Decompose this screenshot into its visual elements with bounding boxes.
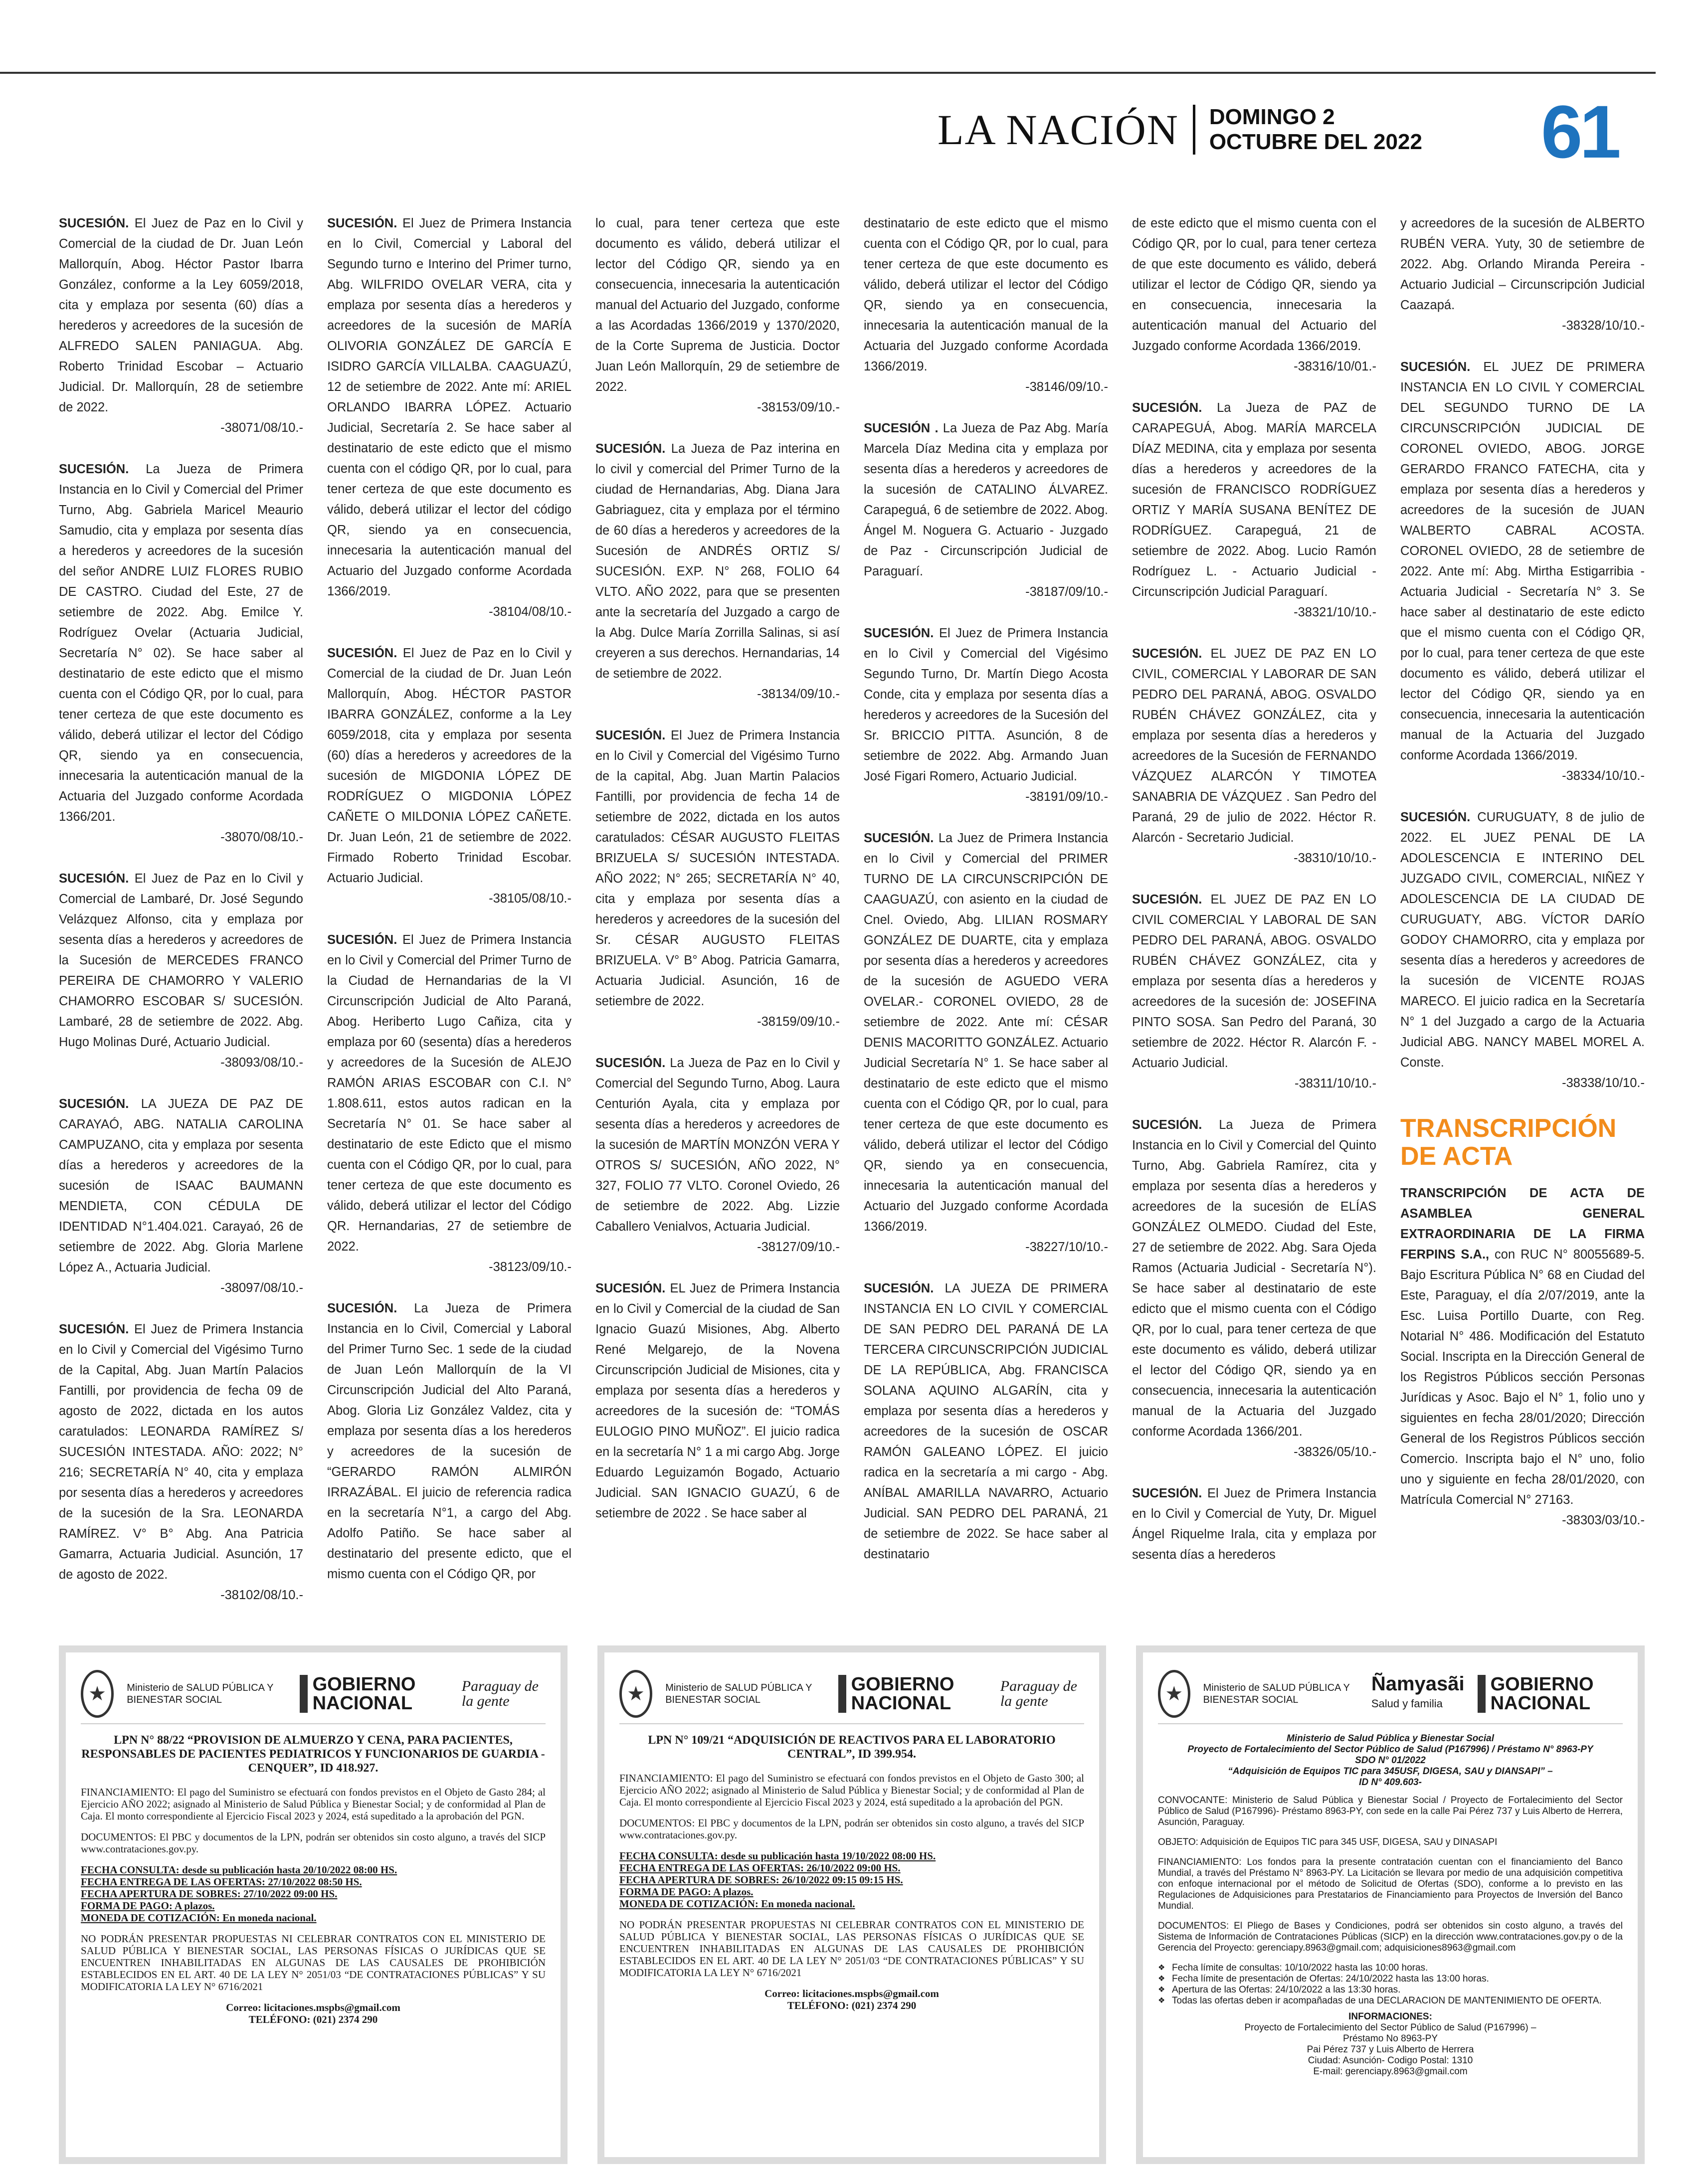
ad-dates <box>81 1864 546 1924</box>
notice-reference: -38127/09/10.- <box>757 1240 840 1254</box>
top-rule <box>0 72 1656 74</box>
ad-date-line: MONEDA DE COTIZACIÓN: En moneda nacional. <box>81 1912 317 1924</box>
issue-month-year: OCTUBRE DEL 2022 <box>1209 130 1422 154</box>
ads-row <box>59 1645 1645 2164</box>
legal-notice <box>864 418 1108 602</box>
gobierno-nacional-logo: GOBIERNO NACIONAL <box>300 1675 449 1713</box>
notice-lead: SUCESIÓN. <box>1132 893 1202 907</box>
notice-lead: SUCESIÓN. <box>59 1097 129 1111</box>
legal-notice <box>864 623 1108 807</box>
ad-date-line: MONEDA DE COTIZACIÓN: En moneda nacional. <box>619 1898 855 1910</box>
ad-paragraph: CONVOCANTE: Ministerio de Salud Pública y Bienestar Social / Proyecto de Fortalecimiento del Sector Público de Salud (P167996)- Préstamo 8963-PY, con sede en la calle Pai Pérez 737 y Luis Alberto de Herrera, Asunción, Paraguay. <box>1158 1795 1623 1827</box>
national-seal-icon: ★ <box>81 1670 114 1718</box>
notice-lead: TRANSCRIPCIÓN DE ACTA DE ASAMBLEA GENERAL EXTRAORDINARIA DE LA FIRMA FERPINS S.A., <box>1400 1186 1645 1262</box>
ad-financing: FINANCIAMIENTO: El pago del Suministro se efectuará con fondos previstos en el Objeto de Gasto 300; al Ejercicio AÑO 2022; asignado al Ministerio de Salud Pública y Bienestar Social; y de conformidad al Plan de Caja. El monto correspondiente al Ejercicio Fiscal 2023 y 2024, está supeditado a la aprobación del PGN. <box>619 1772 1084 1808</box>
masthead <box>938 102 1422 157</box>
legal-notice <box>1400 357 1645 786</box>
notice-text: El Juez de Primera Instancia en lo Civil y Comercial del Vigésimo Turno de la Capital, Abg. Juan Martín Palacios Fantilli, por providencia de fecha 09 de agosto de 2022, dictada en los autos caratulados: LEONARDA RAMÍREZ S/ SUCESIÓN INTESTADA. AÑO: 2022; N° 216; SECRETARÍA N° 40, cita y emplaza por sesenta días a herederos y acreedores de la sucesión de la Sra. LEONARDA RAMÍREZ. V° B° Abg. Ana Patricia Gamarra, Actuaria Judicial. Asunción, 17 de agosto de 2022. <box>59 1322 303 1582</box>
ad-title: LPN N° 109/21 “ADQUISICIÓN DE REACTIVOS PARA EL LABORATORIO CENTRAL”, ID 399.954. <box>648 1734 1056 1761</box>
notice-text: EL Juez de Primera Instancia en lo Civil y Comercial de la ciudad de San Ignacio Guazú Misiones, Abg. Alberto René Melgarejo, de la Novena Circunscripción Judicial de Misiones, cita y emplaza por sesenta días a herederos y acreedores de la sucesión de: “TOMÁS EULOGIO PINO MUÑOZ”. El juicio radica en la secretaría N° 1 a mi cargo Abg. Jorge Eduardo Leguizamón Bogado, Actuario Judicial. SAN IGNACIO GUAZÚ, 6 de setiembre de 2022 . Se hace saber al <box>595 1281 840 1520</box>
notice-reference: -38070/08/10.- <box>220 830 303 844</box>
legal-notice <box>327 643 571 909</box>
notice-reference: -38102/08/10.- <box>220 1588 303 1602</box>
ad-header-line: ID N° 409.603- <box>1359 1777 1422 1788</box>
legal-notice <box>327 213 571 622</box>
notice-text: La Jueza de Primera Instancia en lo Civil y Comercial del Primer Turno, Abg. Gabriela Maricel Meaurio Samudio, cita y emplaza por sesenta días a herederos y acreedores de la sucesión del señor ANDRE LUIZ FLORES RUBIO DE CASTRO. Ciudad del Este, 27 de setiembre de 2022. Abg. Emilce Y. Rodríguez Ovelar (Actuaria Judicial, Secretaría N° 02). Se hace saber al destinatario de este edicto que el mismo cuenta con el Código QR, por lo cual, para tener certeza de que este documento es válido, deberá utilizar el lector del Código QR, siendo ya en consecuencia, innecesaria la autenticación manual de la Actuaria del Juzgado conforme Acordada 1366/201. <box>59 462 303 824</box>
ad-contact <box>81 2001 546 2025</box>
paraguay-slogan-logo: Paraguay de la gente <box>1000 1678 1077 1709</box>
ad-info-title: INFORMACIONES: <box>1348 2011 1432 2022</box>
legal-notice <box>864 828 1108 1258</box>
ad-bullet: ❖ Apertura de las Ofertas: 24/10/2022 a las 13:30 horas. <box>1158 1985 1623 1996</box>
legal-notice <box>1400 213 1645 336</box>
classifieds-columns <box>59 213 1645 1639</box>
ministry-logo: Ministerio de SALUD PÚBLICA Y BIENESTAR SOCIAL <box>1203 1682 1350 1705</box>
ad-financing: FINANCIAMIENTO: El pago del Suministro se efectuará con fondos previstos en el Objeto de Gasto 284; al Ejercicio AÑO 2022; asignado al Ministerio de Salud Pública y Bienestar Social; y de conformidad al Plan de Caja. El monto correspondiente al Ejercicio Fiscal 2023 y 2024, está supeditado a la aprobación del PGN. <box>81 1786 546 1822</box>
notice-text: El Juez de Primera Instancia en lo Civil y Comercial del Vigésimo Turno de la capital, Abg. Juan Martin Palacios Fantilli, por providencia de fecha 14 de setiembre de 2022, dictada en los autos caratulados: CÉSAR AUGUSTO FLEITAS BRIZUELA S/ SUCESIÓN INTESTADA. AÑO 2022; N° 265; SECRETARÍA N° 40, cita y emplaza por sesenta días a herederos y acreedores de la sucesión del Sr. CÉSAR AUGUSTO FLEITAS BRIZUELA. V° B° Abog. Patricia Gamarra, Actuaria Judicial. Asunción, 16 de setiembre de 2022. <box>595 728 840 1008</box>
notice-reference: -38071/08/10.- <box>220 421 303 435</box>
tender-ad-sdo-01-2022 <box>1136 1645 1645 2164</box>
notice-reference: -38338/10/10.- <box>1562 1076 1645 1090</box>
legal-notice <box>1132 1483 1376 1565</box>
ad-logos <box>619 1664 1084 1724</box>
legal-notice <box>59 869 303 1073</box>
namyasai-logo <box>1371 1674 1465 1714</box>
notice-reference: -38105/08/10.- <box>489 892 571 906</box>
column-5 <box>1132 213 1376 1639</box>
notice-reference: -38227/10/10.- <box>1025 1240 1108 1254</box>
notice-text: y acreedores de la sucesión de ALBERTO RUBÉN VERA. Yuty, 30 de setiembre de 2022. Abg. Orlando Miranda Pereira - Actuario Judicial – Circunscripción Judicial Caazapá. <box>1400 216 1645 312</box>
notice-reference: -38104/08/10.- <box>489 605 571 619</box>
notice-lead: SUCESIÓN. <box>1132 647 1202 661</box>
notice-reference: -38311/10/10.- <box>1295 1077 1376 1090</box>
notice-text: La Jueza de Primera Instancia en lo Civil y Comercial del Quinto Turno, Abg. Gabriela Ramírez, cita y emplaza por sesenta días a herederos y acreedores de la sucesión de ELÍAS GONZÁLEZ OLMEDO. Ciudad del Este, 27 de setiembre de 2022. Abg. Sara Ojeda Ramos (Actuaria Judicial - Secretaría N°). Se hace saber al destinatario de este edicto que el mismo cuenta con el Código QR, por lo cual, para tener certeza de que este documento es válido, deberá utilizar el lector del Código QR, siendo ya en consecuencia, innecesaria la autenticación manual de la Actuaria del Juzgado conforme Acordada 1366/201. <box>1132 1118 1376 1439</box>
notice-text: El Juez de Primera Instancia en lo Civil y Comercial de Yuty, Dr. Miguel Ángel Riquelme Irala, cita y emplaza por sesenta días a herederos <box>1132 1486 1376 1562</box>
notice-lead: SUCESIÓN. <box>59 216 129 230</box>
column-6 <box>1400 213 1645 1639</box>
notice-text: EL JUEZ DE PAZ EN LO CIVIL COMERCIAL Y LABORAL DE SAN PEDRO DEL PARANÁ, ABOG. OSVALDO RUBÉN CHÁVEZ GONZÁLEZ, cita y emplaza por sesenta días a herederos y acreedores de la sucesión de: JOSEFINA PINTO SOSA. San Pedro del Paraná, 30 setiembre de 2022. Héctor R. Alarcón F. - Actuario Judicial. <box>1132 893 1376 1070</box>
legal-notice <box>327 930 571 1277</box>
notice-text: LA JUEZA DE PRIMERA INSTANCIA EN LO CIVIL Y COMERCIAL DE SAN PEDRO DEL PARANÁ DE LA TERCERA CIRCUNSCRIPCIÓN JUDICIAL DE LA REPÚBLICA, Abg. FRANCISCA SOLANA AQUINO ALGARÍN, cita y emplaza por sesenta días a herederos y acreedores de la sucesión de OSCAR RAMÓN GALEANO LÓPEZ. El juicio radica en la secretaría a mi cargo - Abg. ANÍBAL AMARILLA NAVARRO, Actuario Judicial. SAN PEDRO DEL PARANÁ, 21 de setiembre de 2022. Se hace saber al destinatario <box>864 1281 1108 1561</box>
notice-reference: -38146/09/10.- <box>1025 380 1108 394</box>
notice-reference: -38191/09/10.- <box>1025 790 1108 804</box>
notice-lead: SUCESIÓN. <box>864 626 934 640</box>
namyasai-brand: Ñamyasãi <box>1371 1673 1465 1695</box>
ad-date-line: FORMA DE PAGO: A plazos. <box>619 1886 754 1898</box>
ministry-logo: Ministerio de SALUD PÚBLICA Y BIENESTAR SOCIAL <box>665 1682 812 1705</box>
notice-reference: -38159/09/10.- <box>757 1015 840 1029</box>
tender-ad-88-22 <box>59 1645 568 2164</box>
issue-date <box>1209 105 1422 155</box>
legal-notice <box>864 213 1108 397</box>
ad-header <box>1158 1733 1623 1788</box>
ad-dates <box>619 1850 1084 1910</box>
notice-reference: -38153/09/10.- <box>757 400 840 414</box>
ad-header-line: SDO N° 01/2022 <box>1355 1755 1426 1766</box>
ad-title: LPN N° 88/22 “PROVISION DE ALMUERZO Y CENA, PARA PACIENTES, RESPONSABLES DE PACIENTES PEDIATRICOS Y FUNCIONARIOS DE GUARDIA - CENQUER”, ID 418.927. <box>81 1734 545 1775</box>
legal-notice <box>595 726 840 1032</box>
notice-reference: -38093/08/10.- <box>220 1056 303 1070</box>
ad-date-line: FECHA ENTREGA DE LAS OFERTAS: 27/10/2022 08:50 HS. <box>81 1876 362 1888</box>
legal-notice <box>1132 398 1376 623</box>
legal-notice <box>59 459 303 848</box>
column-3 <box>595 213 840 1639</box>
legal-notice <box>327 1298 571 1585</box>
gobierno-nacional-logo: GOBIERNO NACIONAL <box>1478 1675 1623 1713</box>
legal-notice <box>1132 890 1376 1094</box>
notice-lead: SUCESIÓN. <box>327 646 397 660</box>
legal-notice <box>1132 1115 1376 1462</box>
ad-header-line: Ministerio de Salud Pública y Bienestar Social <box>1286 1733 1494 1744</box>
notice-reference: -38328/10/10.- <box>1562 319 1645 333</box>
ad-phone: TELÉFONO: (021) 2374 290 <box>248 2013 378 2025</box>
ad-contact <box>619 1988 1084 2011</box>
notice-text: La Jueza de Paz interina en lo civil y comercial del Primer Turno de la ciudad de Hernandarias, Abg. Diana Jara Gabriaguez, cita y emplaza por el término de 60 días a herederos y acreedores de la Sucesión de ANDRÉS ORTIZ S/ SUCESIÓN. EXP. N° 268, FOLIO 64 VLTO. AÑO 2022, para que se presenten ante la secretaría del Juzgado a cargo de la Abg. Dulce María Zorrilla Salinas, si así creyeren a sus derechos. Hernandarias, 14 de setiembre de 2022. <box>595 442 840 681</box>
ad-logos <box>81 1664 546 1724</box>
notice-lead: SUCESIÓN . <box>864 421 939 435</box>
ad-header-line: Proyecto de Fortalecimiento del Sector Público de Salud (P167996) / Préstamo N° 8963-PY <box>1187 1744 1593 1755</box>
masthead-divider <box>1193 105 1195 155</box>
notice-text: LA JUEZA DE PAZ DE CARAYAÓ, ABG. NATALIA CAROLINA CAMPUZANO, cita y emplaza por sesenta días a herederos y acreedores de la sucesión de ISAAC BAUMANN MENDIETA, CON CÉDULA DE IDENTIDAD N°1.404.021. Carayaó, 26 de setiembre de 2022. Abg. Gloria Marlene López A., Actuaria Judicial. <box>59 1097 303 1274</box>
ad-bullet: ❖ Fecha límite de presentación de Ofertas: 24/10/2022 hasta las 13:00 horas. <box>1158 1974 1623 1985</box>
notice-text: EL JUEZ DE PAZ EN LO CIVIL, COMERCIAL Y LABORAR DE SAN PEDRO DEL PARANÁ, ABOG. OSVALDO RUBÉN CHÁVEZ GONZÁLEZ, cita y emplaza por sesenta días a herederos y acreedores de la Sucesión de FERNANDO VÁZQUEZ ALARCÓN Y TIMOTEA SANABRIA DE VÁZQUEZ . San Pedro del Paraná, 29 de julio de 2022. Héctor R. Alarcón - Secretario Judicial. <box>1132 647 1376 845</box>
ad-body <box>81 1786 546 2025</box>
legal-notice <box>595 1053 840 1258</box>
notice-lead: SUCESIÓN. <box>595 1281 666 1295</box>
column-1 <box>59 213 303 1639</box>
ad-info <box>1158 2011 1623 2077</box>
ad-phone: TELÉFONO: (021) 2374 290 <box>787 1999 917 2011</box>
notice-text: El Juez de Paz en lo Civil y Comercial de la ciudad de Dr. Juan León Mallorquín, Abog. Héctor Pastor Ibarra González, conforme a la Ley 6059/2018, cita y emplaza por sesenta (60) días a herederos y acreedores de la sucesión de ALFREDO SALEN PANIAGUA. Abg. Roberto Trinidad Escobar – Actuario Judicial. Dr. Mallorquín, 28 de setiembre de 2022. <box>59 216 303 414</box>
notice-reference: -38316/10/01.- <box>1294 360 1376 373</box>
notice-reference: -38123/09/10.- <box>489 1260 571 1274</box>
issue-day: DOMINGO 2 <box>1209 105 1335 129</box>
legal-notice <box>864 1278 1108 1565</box>
national-seal-icon: ★ <box>1158 1670 1190 1718</box>
ad-date-line: FECHA CONSULTA: desde su publicación hasta 20/10/2022 08:00 HS. <box>81 1864 397 1876</box>
ministry-logo: Ministerio de SALUD PÚBLICA Y BIENESTAR SOCIAL <box>127 1682 274 1705</box>
notice-lead: SUCESIÓN. <box>595 1056 666 1070</box>
ad-header-line: “Adquisición de Equipos TIC para 345USF, DIGESA, SAU y DIANSAPI” – <box>1228 1766 1553 1777</box>
national-seal-icon: ★ <box>619 1670 652 1718</box>
notice-lead: SUCESIÓN. <box>327 933 397 947</box>
notice-lead: SUCESIÓN. <box>327 216 397 230</box>
ad-documents: DOCUMENTOS: El PBC y documentos de la LPN, podrán ser obtenidos sin costo alguno, a través del SICP www.contrataciones.gov.py. <box>81 1831 546 1855</box>
notice-text: La Jueza de PAZ de CARAPEGUÁ, Abog. MARÍA MARCELA DÍAZ MEDINA, cita y emplaza por sesenta días a herederos y acreedores de la sucesión de FRANCISCO RODRÍGUEZ ORTIZ Y MARÍA SUSANA BENÍTEZ DE RODRÍGUEZ. Carapeguá, 21 de setiembre de 2022. Abog. Lucio Ramón Rodríguez L. - Actuario Judicial - Circunscripción Judicial Paraguarí. <box>1132 401 1376 599</box>
legal-notice <box>595 1278 840 1524</box>
notice-lead: SUCESIÓN. <box>59 1322 129 1336</box>
notice-text: EL JUEZ DE PRIMERA INSTANCIA EN LO CIVIL Y COMERCIAL DEL SEGUNDO TURNO DE LA CIRCUNSCRIPCIÓN JUDICIAL DE CORONEL OVIEDO, ABOG. JORGE GERARDO FRANCO FATECHA, cita y emplaza por sesenta días a herederos y acreedores de la sucesión de JUAN WALBERTO CABRAL ACOSTA. CORONEL OVIEDO, 28 de setiembre de 2022. Ante mí: Abg. Mirtha Estigarribia - Actuaria Judicial - Secretaría N° 3. Se hace saber al destinatario de este edicto que el mismo cuenta con el Código QR, por lo cual, para tener certeza de que este documento es válido, deberá utilizar el lector del Código QR, siendo ya en consecuencia, innecesaria la autenticación manual de la Actuaria del Juzgado conforme Acordada 1366/2019. <box>1400 360 1645 762</box>
notice-lead: SUCESIÓN. <box>595 442 666 456</box>
ad-body <box>1158 1795 1623 2077</box>
legal-notice <box>595 439 840 705</box>
notice-text: El Juez de Primera Instancia en lo Civil y Comercial del Vigésimo Segundo Turno, Dr. Martín Diego Acosta Conde, cita y emplaza por sesenta días a herederos y acreedores de la Sucesión del Sr. BRICCIO PITTA. Asunción, 8 de setiembre de 2022. Abg. Armando Juan José Figari Romero, Actuario Judicial. <box>864 626 1108 783</box>
notice-text: El Juez de Primera Instancia en lo Civil y Comercial del Primer Turno de la Ciudad de Hernandarias de la VI Circunscripción Judicial de Alto Paraná, Abog. Heriberto Lugo Cañiza, cita y emplaza por 60 (sesenta) días a herederos y acreedores de la Sucesión de ALEJO RAMÓN ARIAS ESCOBAR con C.I. N° 1.808.611, estos autos radican en la Secretaría N° 01. Se hace saber al destinatario de este Edicto que el mismo cuenta con el Código QR, por lo cual, para tener certeza de que este documento es válido, deberá utilizar el lector del Código QR. Hernandarias, 27 de setiembre de 2022. <box>327 933 571 1254</box>
notice-reference: -38134/09/10.- <box>757 687 840 701</box>
section-title: TRANSCRIPCIÓN DE ACTA <box>1400 1114 1617 1171</box>
namyasai-tagline: Salud y familia <box>1371 1697 1443 1710</box>
legal-notice <box>1132 644 1376 869</box>
ad-body <box>619 1772 1084 2011</box>
column-4 <box>864 213 1108 1639</box>
ad-bullet: ❖ Todas las ofertas deben ir acompañadas de una DECLARACION DE MANTENIMIENTO DE OFERTA. <box>1158 1996 1623 2006</box>
legal-notice <box>1400 1183 1645 1531</box>
notice-text: La Jueza de Paz Abg. María Marcela Díaz Medina cita y emplaza por sesenta días a herederos y acreedores de la sucesión de CATALINO ÁLVAREZ. Carapeguá, 6 de setiembre de 2022. Abog. Ángel M. Noguera G. Actuario - Juzgado de Paz - Circunscripción Judicial de Paraguarí. <box>864 421 1108 578</box>
ad-date-line: FECHA ENTREGA DE LAS OFERTAS: 26/10/2022 09:00 HS. <box>619 1862 901 1874</box>
ad-restriction: NO PODRÁN PRESENTAR PROPUESTAS NI CELEBRAR CONTRATOS CON EL MINISTERIO DE SALUD PÚBLICA Y BIENESTAR SOCIAL, LAS PERSONAS FÍSICAS O JURÍDICAS QUE SE ENCUENTREN INHABILITADAS EN ALGUNAS DE LAS CAUSALES DE PROHIBICIÓN ESTABLECIDOS EN EL ART. 40 DE LA LEY N° 2051/03 “DE CONTRATACIONES PÚBLICAS” Y SU MODIFICATORIA LA LEY N° 6716/2021 <box>81 1933 546 1993</box>
paraguay-slogan-logo: Paraguay de la gente <box>461 1678 539 1709</box>
notice-text: El Juez de Paz en lo Civil y Comercial de la ciudad de Dr. Juan León Mallorquín, Abog. HÉCTOR PASTOR IBARRA GONZÁLEZ, conforme a la Ley 6059/2018, cita y emplaza por sesenta (60) días a herederos y acreedores de la sucesión de MIGDONIA LÓPEZ DE RODRÍGUEZ O MIGDONIA LÓPEZ CAÑETE O MILDONIA LÓPEZ CAÑETE. Dr. Juan León, 21 de setiembre de 2022. Firmado Roberto Trinidad Escobar. Actuario Judicial. <box>327 646 571 885</box>
notice-lead: SUCESIÓN. <box>59 872 129 886</box>
notice-reference: -38334/10/10.- <box>1562 769 1645 783</box>
notice-lead: SUCESIÓN. <box>1132 1118 1202 1132</box>
ad-documents: DOCUMENTOS: El PBC y documentos de la LPN, podrán ser obtenidos sin costo alguno, a través del SICP www.contrataciones.gov.py. <box>619 1817 1084 1841</box>
legal-notice <box>1400 807 1645 1093</box>
gobierno-nacional-logo: GOBIERNO NACIONAL <box>838 1675 987 1713</box>
notice-lead: SUCESIÓN. <box>1132 401 1202 415</box>
page-number: 61 <box>1541 90 1618 174</box>
notice-text: La Jueza de Primera Instancia en lo Civil, Comercial y Laboral del Primer Turno Sec. 1 sede de la ciudad de Juan León Mallorquín de la VI Circunscripción Judicial del Alto Paraná, Abog. Gloria Liz González Valdez, cita y emplaza por sesenta días a los herederos y acreedores de la sucesión de “GERARDO RAMÓN ALMIRÓN IRRAZÁBAL. El juicio de referencia radica en la secretaría N°1, a cargo del Abg. Adolfo Patiño. Se hace saber al destinatario del presente edicto, que el mismo cuenta con el Código QR, por <box>327 1301 571 1581</box>
notice-text: El Juez de Primera Instancia en lo Civil, Comercial y Laboral del Segundo turno e Interino del Primer turno, Abg. WILFRIDO OVELAR VERA, cita y emplaza por sesenta días a herederos y acreedores de la sucesión de MARÍA OLIVORIA GONZÁLEZ DE GARCÍA E ISIDRO GARCÍA VILLALBA. CAAGUAZÚ, 12 de setiembre de 2022. Ante mí: ARIEL ORLANDO IBARRA LÓPEZ. Actuario Judicial, Secretaría 2. Se hace saber al destinatario de este edicto que el mismo cuenta con el código QR, por lo cual, para tener certeza de que este documento es válido, deberá utilizar el lector del código QR, siendo ya en consecuencia, innecesaria la autenticación manual del Actuario del Juzgado conforme Acordada 1366/2019. <box>327 216 571 598</box>
legal-notice <box>59 1319 303 1606</box>
notice-lead: SUCESIÓN. <box>595 728 666 742</box>
notice-lead: SUCESIÓN. <box>864 831 934 845</box>
notice-lead: SUCESIÓN. <box>864 1281 934 1295</box>
legal-notice <box>595 213 840 418</box>
notice-lead: SUCESIÓN. <box>1132 1486 1202 1500</box>
ad-logos <box>1158 1664 1623 1724</box>
legal-notice <box>1132 213 1376 377</box>
ad-paragraph: OBJETO: Adquisición de Equipos TIC para 345 USF, DIGESA, SAU y DINASAPI <box>1158 1837 1498 1847</box>
notice-lead: SUCESIÓN. <box>1400 810 1471 824</box>
notice-text: El Juez de Paz en lo Civil y Comercial de Lambaré, Dr. José Segundo Velázquez Alfonso, cita y emplaza por sesenta días a herederos y acreedores de la Sucesión de MERCEDES FRANCO PEREIRA DE CHAMORRO Y VALERIO CHAMORRO ESCOBAR S/ SUCESIÓN. Lambaré, 28 de setiembre de 2022. Abg. Hugo Molinas Duré, Actuario Judicial. <box>59 872 303 1049</box>
ad-info-line: E-mail: gerenciapy.8963@gmail.com <box>1313 2066 1468 2077</box>
notice-reference: -38310/10/10.- <box>1294 851 1376 865</box>
ad-email: Correo: licitaciones.mspbs@gmail.com <box>226 2001 400 2013</box>
notice-lead: SUCESIÓN. <box>59 462 129 476</box>
notice-lead: SUCESIÓN. <box>327 1301 397 1315</box>
notice-reference: -38326/05/10.- <box>1294 1445 1376 1459</box>
notice-lead: SUCESIÓN. <box>1400 360 1471 374</box>
ad-bullet: ❖ Fecha límite de consultas: 10/10/2022 hasta las 10:00 horas. <box>1158 1963 1623 1974</box>
notice-text: con RUC N° 80055689-5. Bajo Escritura Pública N° 68 en Ciudad del Este, Paraguay, el día 2/07/2019, ante la Esc. Luisa Portillo Duarte, con Reg. Notarial N° 486. Modificación del Estatuto Social. Inscripta en la Dirección General de los Registros Públicos sección Personas Jurídicas y Asoc. Bajo el N° 1, folio uno y siguientes en fecha 28/01/2020; Dirección General de los Registros Públicos sección Comercio. Inscripta bajo el N° uno, folio uno y siguiente en fecha 28/01/2020, con Matrícula Comercial N° 27163. <box>1400 1248 1645 1507</box>
ad-date-line: FORMA DE PAGO: A plazos. <box>81 1900 215 1912</box>
notice-reference: -38321/10/10.- <box>1294 605 1376 619</box>
tender-ad-109-21 <box>597 1645 1106 2164</box>
ad-info-line: Pai Pérez 737 y Luis Alberto de Herrera <box>1307 2044 1474 2055</box>
paper-name: LA NACIÓN <box>938 106 1179 154</box>
legal-notice <box>59 1094 303 1298</box>
notice-text: CURUGUATY, 8 de julio de 2022. EL JUEZ PENAL DE LA ADOLESCENCIA E INTERINO DEL JUZGADO CIVIL, COMERCIAL, NIÑEZ Y ADOLESCENCIA DE LA CIUDAD DE CURUGUATY, ABG. VÍCTOR DARÍO GODOY CHAMORRO, cita y emplaza por sesenta días a herederos y acreedores de la sucesión de VICENTE ROJAS MARECO. El juicio radica en la Secretaría N° 1 del Juzgado a cargo de la Actuaria Judicial ABG. NANCY MABEL MOREL A. Conste. <box>1400 810 1645 1070</box>
ad-info-line: Ciudad: Asunción- Codigo Postal: 1310 <box>1308 2055 1473 2066</box>
notice-text: La Jueza de Paz en lo Civil y Comercial del Segundo Turno, Abog. Laura Centurión Ayala, cita y emplaza por sesenta días a herederos y acreedores de la sucesión de MARTÍN MONZÓN VERA Y OTROS S/ SUCESIÓN, AÑO 2022, N° 327, FOLIO 77 VLTO. Coronel Oviedo, 26 de setiembre de 2022. Abg. Lizzie Caballero Venialvos, Actuaria Judicial. <box>595 1056 840 1234</box>
ad-date-line: FECHA APERTURA DE SOBRES: 26/10/2022 09:15 09:15 HS. <box>619 1874 903 1886</box>
ad-info-line: Préstamo No 8963-PY <box>1342 2033 1438 2044</box>
notice-reference: -38097/08/10.- <box>220 1281 303 1295</box>
legal-notice <box>59 213 303 438</box>
ad-date-line: FECHA CONSULTA: desde su publicación hasta 19/10/2022 08:00 HS. <box>619 1850 936 1862</box>
notice-text: destinatario de este edicto que el mismo cuenta con el Código QR, por lo cual, para tener certeza de que este documento es válido, deberá utilizar el lector del Código QR, siendo ya en consecuencia, innecesaria la autenticación manual de la Actuaria del Juzgado conforme Acordada 1366/2019. <box>864 216 1108 373</box>
notice-text: lo cual, para tener certeza que este documento es válido, deberá utilizar el lector del Código QR, siendo ya en consecuencia, innecesaria la autenticación manual del Actuario del Juzgado, conforme a las Acordadas 1366/2019 y 1370/2020, de la Corte Suprema de Justicia. Doctor Juan León Mallorquín, 29 de setiembre de 2022. <box>595 216 840 394</box>
ad-restriction: NO PODRÁN PRESENTAR PROPUESTAS NI CELEBRAR CONTRATOS CON EL MINISTERIO DE SALUD PÚBLICA Y BIENESTAR SOCIAL, LAS PERSONAS FÍSICAS O JURÍDICAS QUE SE ENCUENTREN INHABILITADAS EN ALGUNAS DE LAS CAUSALES DE PROHIBICIÓN ESTABLECIDOS EN EL ART. 40 DE LA LEY N° 2051/03 “DE CONTRATACIONES PÚBLICAS” Y SU MODIFICATORIA LA LEY N° 6716/2021 <box>619 1919 1084 1979</box>
ad-paragraph: FINANCIAMIENTO: Los fondos para la presente contratación cuentan con el financiamiento del Banco Mundial, a través del Préstamo N° 8963-PY. La Licitación se llevara por medio de una adquisición competitiva con enfoque internacional por el método de Solicitud de Ofertas (SDO), conforme a lo previsto en las Regulaciones de Adquisiciones para Prestatarios de Financiamiento para Proyectos de Inversión del Banco Mundial. <box>1158 1857 1623 1911</box>
notice-text: La Juez de Primera Instancia en lo Civil y Comercial del PRIMER TURNO DE LA CIRCUNSCRIPCIÓN DE CAAGUAZÚ, con asiento en la ciudad de Cnel. Oviedo, Abg. LILIAN ROSMARY GONZÁLEZ DE DUARTE, cita y emplaza por sesenta días a herederos y acreedores de la sucesión de AGUEDO VERA OVELAR.- CORONEL OVIEDO, 28 de setiembre de 2022. Ante mí: CÉSAR DENIS MACORITTO GONZÁLEZ. Actuario Judicial Secretaría N° 1. Se hace saber al destinatario de este edicto que el mismo cuenta con el Código QR, por lo cual, para tener certeza de que este documento es válido, deberá utilizar el lector del Código QR, siendo ya en consecuencia, innecesaria la autenticación manual del Actuario del Juzgado conforme Acordada 1366/2019. <box>864 831 1108 1234</box>
ad-date-line: FECHA APERTURA DE SOBRES: 27/10/2022 09:00 HS. <box>81 1888 338 1900</box>
ad-paragraph: DOCUMENTOS: El Pliego de Bases y Condiciones, podrá ser obtenidos sin costo alguno, a través del Sistema de Información de Contrataciones Públicas (SICP) en la dirección www.contrataciones.gov.py o de la Gerencia del Proyecto: gerenciapy.8963@gmail.com; adquisiciones8963@gmail.com <box>1158 1921 1623 1953</box>
notice-reference: -38303/03/10.- <box>1562 1513 1645 1527</box>
notice-text: de este edicto que el mismo cuenta con el Código QR, por lo cual, para tener certeza de que este documento es válido, deberá utilizar el lector de Código QR, siendo ya en consecuencia, innecesaria la autenticación manual del Actuario del Juzgado conforme Acordada 1366/2019. <box>1132 216 1376 353</box>
ad-email: Correo: licitaciones.mspbs@gmail.com <box>764 1988 939 1999</box>
notice-reference: -38187/09/10.- <box>1025 585 1108 599</box>
column-2 <box>327 213 571 1639</box>
ad-info-line: Proyecto de Fortalecimiento del Sector Público de Salud (P167996) – <box>1244 2022 1536 2033</box>
